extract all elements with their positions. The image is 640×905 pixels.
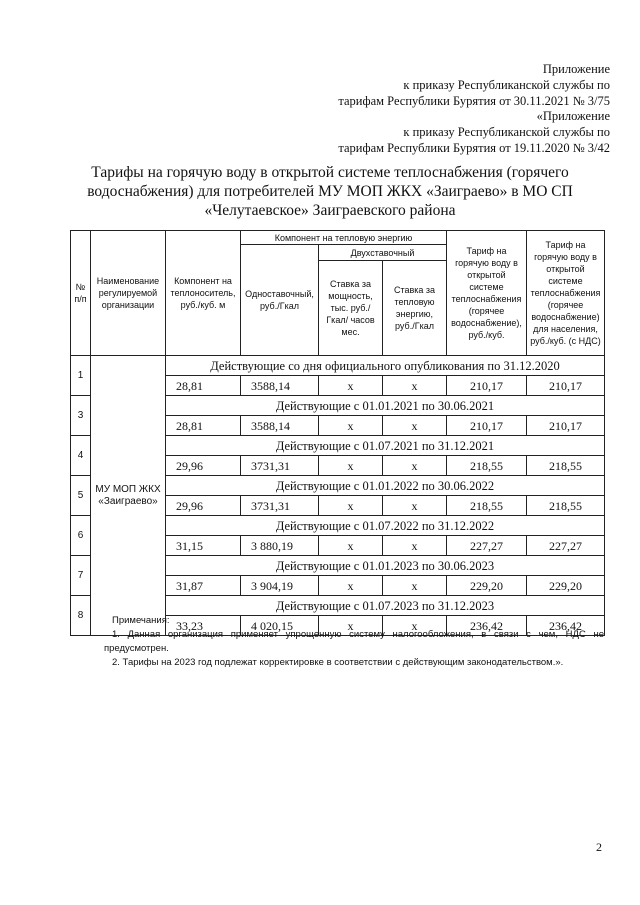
row-number: 6 (71, 516, 91, 556)
single-rate-value: 4 020,15 (241, 616, 319, 636)
capacity-rate-value: x (319, 536, 383, 556)
capacity-rate-value: x (319, 456, 383, 476)
row-number: 3 (71, 396, 91, 436)
row-number: 1 (71, 356, 91, 396)
energy-rate-value: x (383, 536, 447, 556)
energy-rate-value: x (383, 416, 447, 436)
tariff-value: 229,20 (447, 576, 527, 596)
tariff-population-value: 218,55 (527, 456, 605, 476)
capacity-rate-value: x (319, 416, 383, 436)
tariff-population-value: 227,27 (527, 536, 605, 556)
tariff-population-value: 229,20 (527, 576, 605, 596)
capacity-rate-value: x (319, 576, 383, 596)
carrier-component-value: 29,96 (166, 456, 241, 476)
tariff-population-value: 210,17 (527, 376, 605, 396)
period-label: Действующие с 01.07.2021 по 31.12.2021 (166, 436, 605, 456)
capacity-rate-value: x (319, 376, 383, 396)
carrier-component-value: 29,96 (166, 496, 241, 516)
carrier-component-value: 31,87 (166, 576, 241, 596)
carrier-component-value: 31,15 (166, 536, 241, 556)
capacity-rate-value: x (319, 496, 383, 516)
notes-title: Примечания: (112, 615, 170, 626)
organization-name: МУ МОП ЖКХ «Заиграево» (91, 356, 166, 636)
header-energy-rate: Ставка за тепловую энергию, руб./Гкал (383, 261, 447, 356)
appendix-line: Приложение (542, 62, 610, 76)
header-carrier: Компонент на теплоноситель, руб./куб. м (166, 231, 241, 356)
appendix-line: «Приложение (536, 109, 610, 124)
header-tariff-population: Тариф на горячую воду в открытой системе теплоснабжения (горячее водоснабжение) для населения, руб./куб. (с НДС) (527, 231, 605, 356)
row-number: 5 (71, 476, 91, 516)
carrier-component-value: 28,81 (166, 416, 241, 436)
single-rate-value: 3731,31 (241, 456, 319, 476)
tariff-value: 218,55 (447, 496, 527, 516)
header-single-rate: Одноставочный, руб./Гкал (241, 245, 319, 356)
single-rate-value: 3588,14 (241, 376, 319, 396)
energy-rate-value: x (383, 456, 447, 476)
energy-rate-value: x (383, 496, 447, 516)
single-rate-value: 3 880,19 (241, 536, 319, 556)
notes (104, 614, 604, 670)
row-number: 8 (71, 596, 91, 636)
appendix-line: к приказу Республиканской службы по (403, 125, 610, 140)
energy-rate-value: x (383, 616, 447, 636)
header-org: Наименование регулируемой организации (91, 231, 166, 356)
carrier-component-value: 28,81 (166, 376, 241, 396)
period-header-row (71, 356, 605, 376)
appendix-line: тарифам Республики Бурятия от 30.11.2021 № 3/75 (338, 93, 610, 108)
tariff-population-value: 210,17 (527, 416, 605, 436)
single-rate-value: 3 904,19 (241, 576, 319, 596)
tariff-value: 210,17 (447, 416, 527, 436)
title-line: водоснабжения) для потребителей МУ МОП ЖКХ «Заиграево» в МО СП (87, 183, 573, 200)
energy-rate-value: x (383, 376, 447, 396)
period-label: Действующие с 01.07.2023 по 31.12.2023 (166, 596, 605, 616)
header-num: № п/п (71, 231, 91, 356)
header-capacity-rate: Ставка за мощность, тыс. руб./Гкал/ часов мес. (319, 261, 383, 356)
appendix-header (338, 62, 610, 157)
row-number: 4 (71, 436, 91, 476)
capacity-rate-value: x (319, 616, 383, 636)
appendix-line: к приказу Республиканской службы по (403, 77, 610, 92)
title-line: Тарифы на горячую воду в открытой системе теплоснабжения (горячего (91, 164, 569, 181)
period-label: Действующие с 01.07.2022 по 31.12.2022 (166, 516, 605, 536)
tariff-population-value: 218,55 (527, 496, 605, 516)
energy-rate-value: x (383, 576, 447, 596)
header-two-part: Двухставочный (319, 245, 447, 261)
title-line: «Челутаевское» Заиграевского района (204, 202, 456, 219)
period-label: Действующие с 01.01.2023 по 30.06.2023 (166, 556, 605, 576)
note-item: 1. Данная организация применяет упрощенную систему налогообложения, в связи с чем, НДС не предусмотрен. (104, 629, 604, 654)
row-number: 7 (71, 556, 91, 596)
appendix-line: тарифам Республики Бурятия от 19.11.2020 № 3/42 (338, 140, 610, 155)
period-label: Действующие со дня официального опубликования по 31.12.2020 (166, 356, 605, 376)
tariff-value: 236,42 (447, 616, 527, 636)
tariff-value: 210,17 (447, 376, 527, 396)
page-number: 2 (596, 840, 602, 854)
header-tariff: Тариф на горячую воду в открытой системе теплоснабжения (горячее водоснабжение), руб./куб. (447, 231, 527, 356)
period-label: Действующие с 01.01.2021 по 30.06.2021 (166, 396, 605, 416)
tariff-value: 227,27 (447, 536, 527, 556)
document-title (60, 163, 600, 220)
header-thermal-group: Компонент на тепловую энергию (241, 231, 447, 245)
single-rate-value: 3588,14 (241, 416, 319, 436)
tariff-value: 218,55 (447, 456, 527, 476)
single-rate-value: 3731,31 (241, 496, 319, 516)
note-item: 2. Тарифы на 2023 год подлежат корректировке в соответствии с действующим законодательством.». (112, 657, 564, 668)
tariff-population-value: 236,42 (527, 616, 605, 636)
period-label: Действующие с 01.01.2022 по 30.06.2022 (166, 476, 605, 496)
tariff-table (70, 230, 605, 636)
carrier-component-value: 33,23 (166, 616, 241, 636)
